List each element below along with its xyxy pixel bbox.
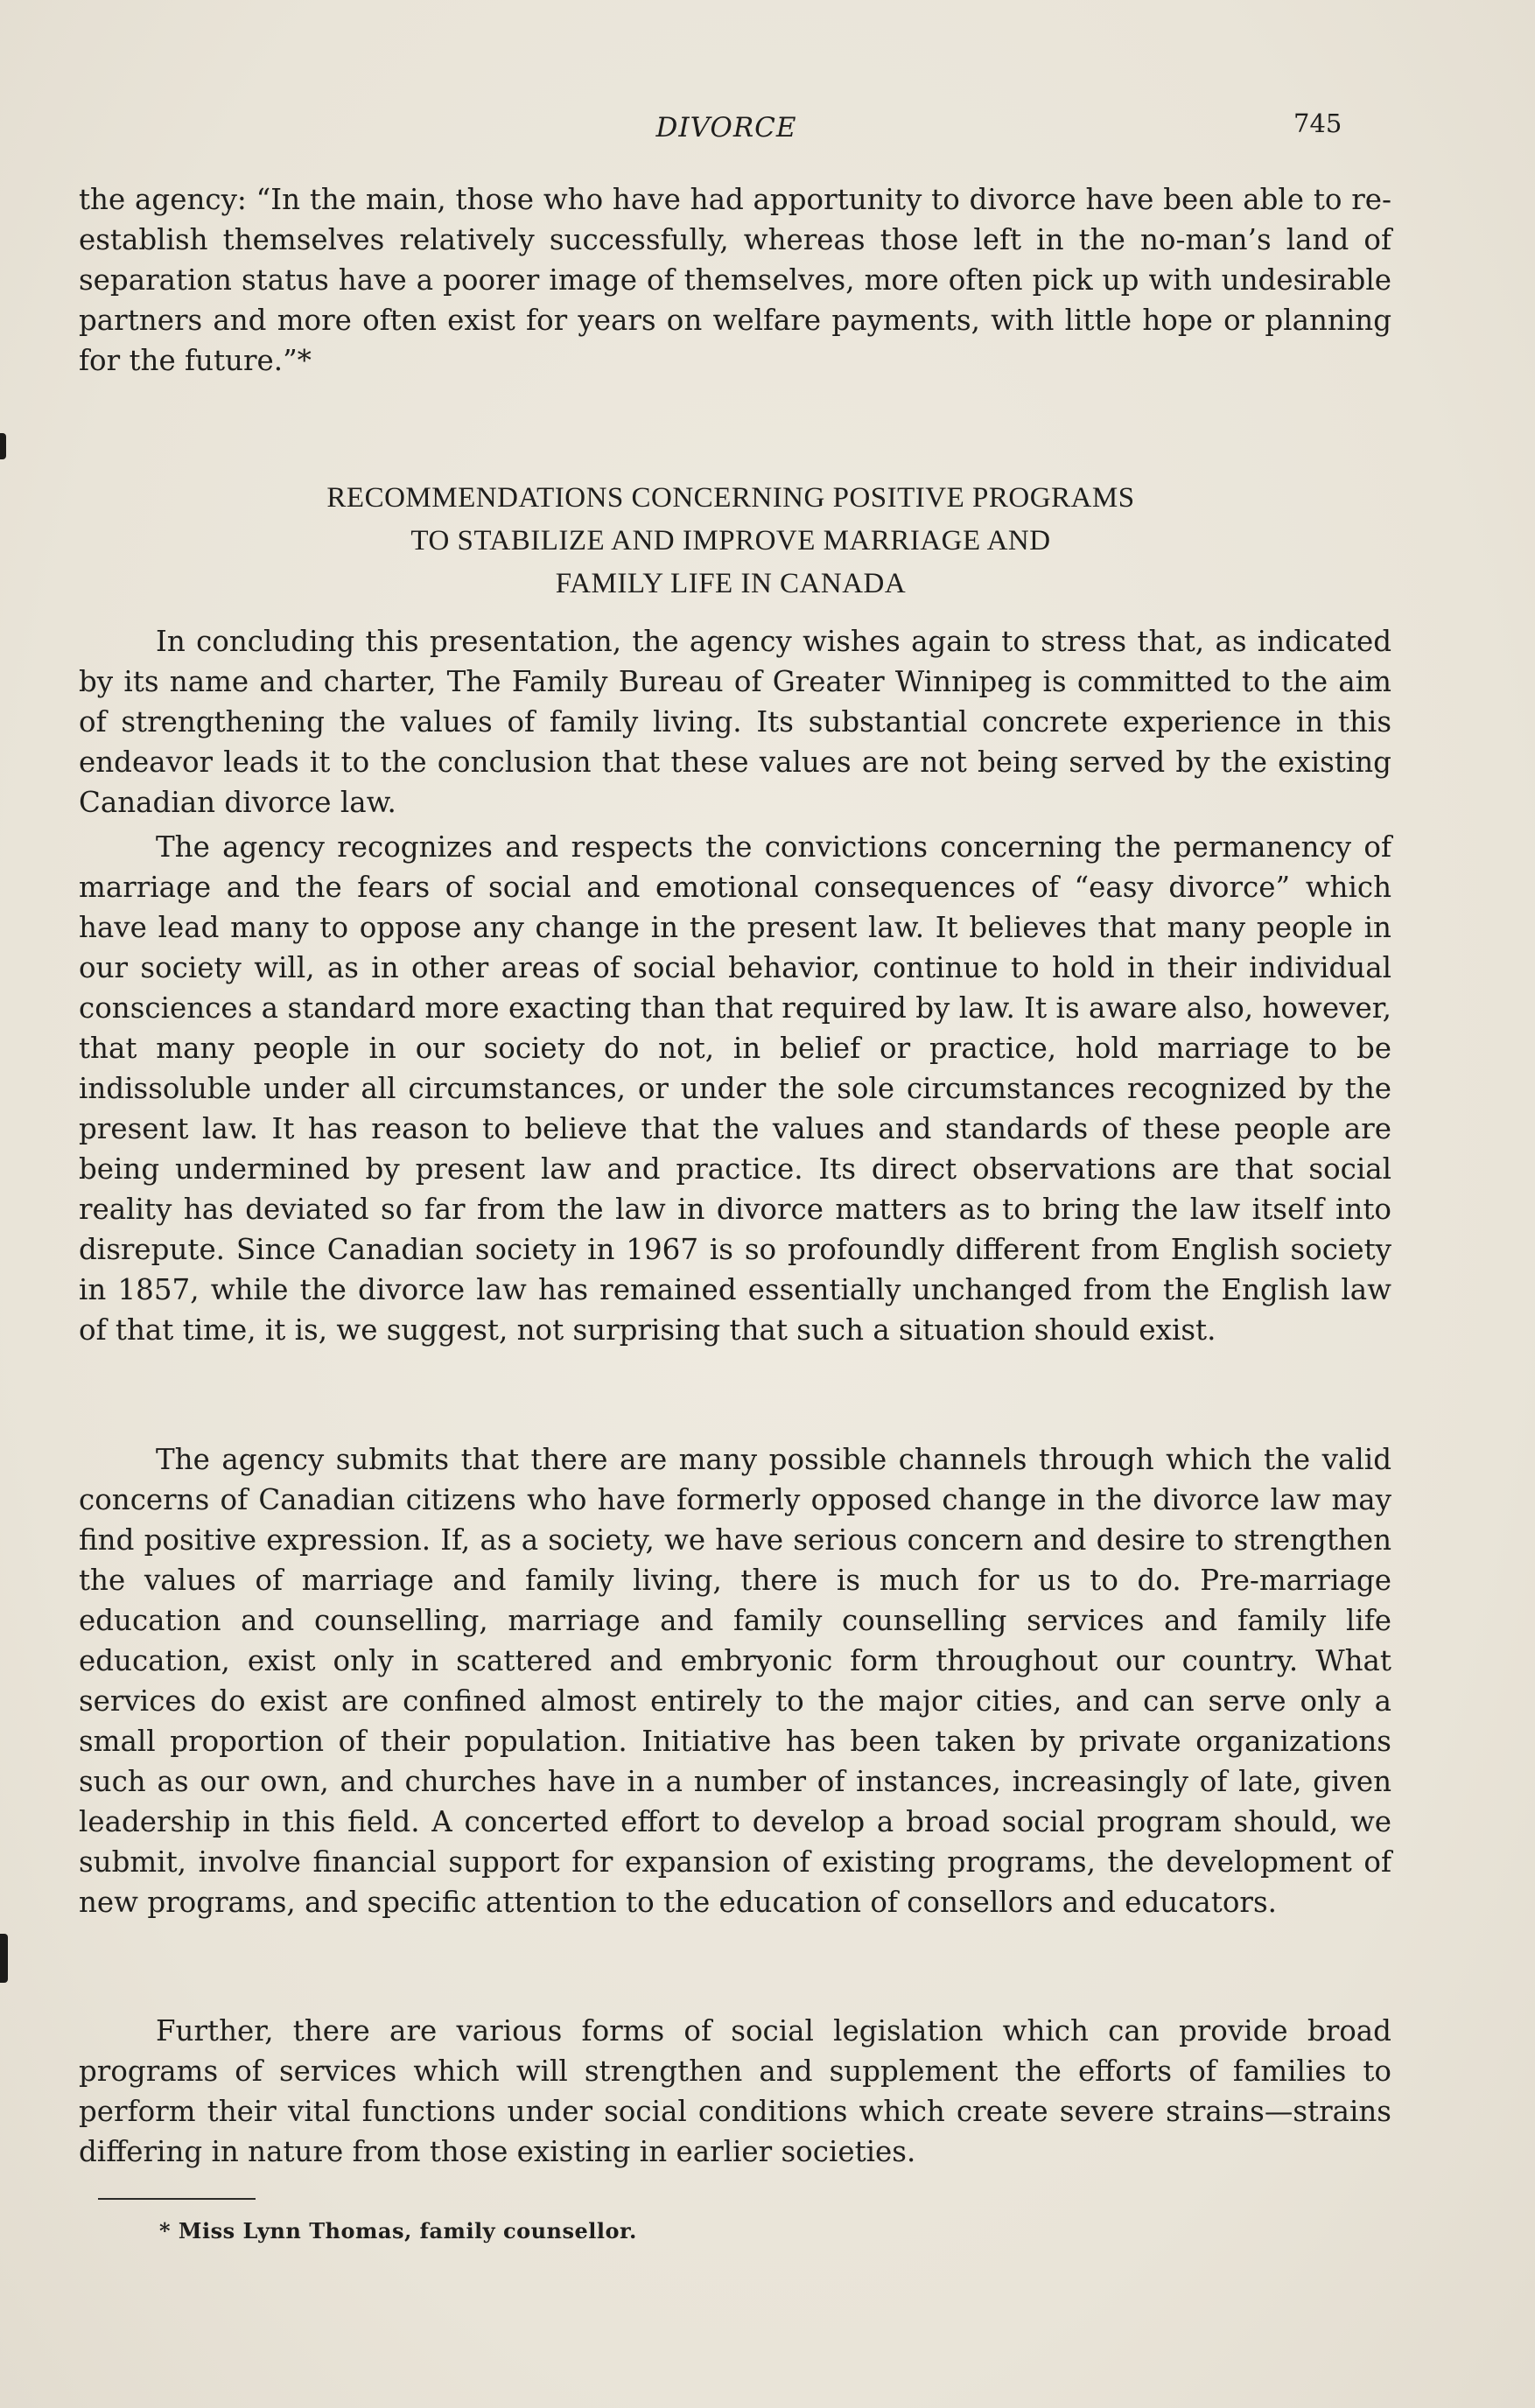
binding-mark [0,433,6,459]
section-heading-line-3: FAMILY LIFE IN CANADA [555,568,907,599]
section-heading-line-2: TO STABILIZE AND IMPROVE MARRIAGE AND [410,525,1051,556]
footnote-rule [98,2198,256,2200]
footnote: * Miss Lynn Thomas, family counsellor. [159,2218,637,2244]
running-header-title: DIVORCE [655,112,797,144]
binding-mark [0,1934,8,1983]
body-paragraph-4: Further, there are various forms of social legislation which can provide broad programs of services which will strengthen and supplement the efforts of families to perform their vital functions under social conditions which create severe strains—strains differing in nature from those existing in earlier societies. [79,2014,1391,2168]
section-heading [0,477,1461,606]
body-paragraph-1: In concluding this presentation, the agency wishes again to stress that, as indicated by its name and charter, The Family Bureau of Greater Winnipeg is committed to the aim of strengthening the values of family living. Its substantial concrete experience in this endeavor leads it to the conclusion that these values are not being served by the existing Canadian divorce law. [79,625,1391,819]
section-heading-line-1: RECOMMENDATIONS CONCERNING POSITIVE PROGRAMS [326,482,1135,514]
body-paragraph-3: The agency submits that there are many possible channels through which the valid concerns of Canadian citizens who have formerly opposed change in the divorce law may find positive expression. If, as a society, we have serious concern and desire to strengthen the values of marriage and family living, there is much for us to do. Pre-marriage education and counselling, marriage and family counselling services and family life education, exist only in scattered and embryonic form throughout our country. What services do exist are confined almost entirely to the major cities, and can serve only a small proportion of their population. Initiative has been taken by private organizations such as our own, and churches have in a number of instances, increasingly of late, given leadership in this field. A concerted effort to develop a broad social program should, we submit, involve financial support for expansion of existing programs, the development of new programs, and specific attention to the education of consellors and educators. [79,1443,1391,1919]
page-number: 745 [1293,108,1342,138]
body-paragraph-2: The agency recognizes and respects the convictions concerning the permanency of marriage and the fears of social and emotional consequences of “easy divorce” which have lead many to oppose any change in the present law. It believes that many people in our society will, as in other areas of social behavior, continue to hold in their individual consciences a standard more exacting than that required by law. It is aware also, however, that many people in our society do not, in belief or practice, hold marriage to be indissoluble under all circumstances, or under the sole circumstances recognized by the present law. It has reason to believe that the values and standards of these people are being undermined by present law and practice. Its direct observations are that social reality has deviated so far from the law in divorce matters as to bring the law itself into disrepute. Since Canadian society in 1967 is so profoundly different from English society in 1857, while the divorce law has remained essentially unchanged from the English law of that time, it is, we suggest, not surprising that such a situation should exist. [79,830,1391,1347]
intro-paragraph: the agency: “In the main, those who have had apportunity to divorce have been able to re-establish themselves relatively successfully, whereas those left in the no-man’s land of separation status have a poorer image of themselves, more often pick up with undesirable partners and more often exist for years on welfare payments, with little hope or planning for the future.”* [79,183,1391,377]
